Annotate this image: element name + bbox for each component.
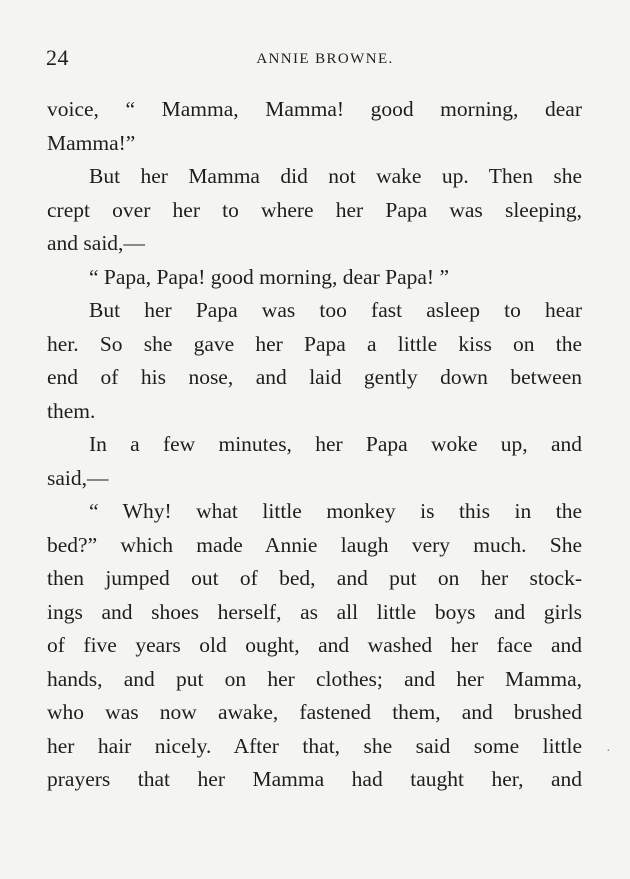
text-line: her hair nicely. After that, she said some little: [47, 733, 582, 758]
text-line: said,—: [47, 465, 109, 490]
text-line: “ Why! what little monkey is this in the: [89, 499, 582, 523]
text-line: crept over her to where her Papa was sleeping,: [47, 197, 582, 222]
text-line: But her Papa was too fast asleep to hear: [89, 298, 582, 322]
text-line: end of his nose, and laid gently down between: [47, 365, 582, 389]
text-line: then jumped out of bed, and put on her stock-: [47, 566, 582, 590]
text-line: hands, and put on her clothes; and her Mamma,: [47, 666, 582, 691]
text-line: them.: [47, 398, 96, 423]
text-line: her. So she gave her Papa a little kiss on the: [47, 331, 582, 356]
text-line: In a few minutes, her Papa woke up, and: [89, 432, 582, 456]
body-text: [47, 93, 582, 797]
text-line: who was now awake, fastened them, and brushed: [47, 700, 582, 724]
page-number: 24: [46, 45, 69, 70]
margin-speck: ·: [606, 744, 611, 759]
text-line: ings and shoes herself, as all little boys and girls: [47, 599, 582, 624]
text-line: Mamma!”: [47, 130, 136, 155]
text-line: bed?” which made Annie laugh very much. She: [47, 532, 582, 557]
text-line: “ Papa, Papa! good morning, dear Papa! ”: [89, 264, 450, 289]
text-line: of five years old ought, and washed her face and: [47, 633, 582, 657]
running-title: ANNIE BROWNE.: [256, 51, 394, 67]
text-line: and said,—: [47, 231, 145, 255]
text-line: But her Mamma did not wake up. Then she: [89, 164, 582, 188]
text-line: prayers that her Mamma had taught her, and: [47, 767, 582, 791]
text-line: voice, “ Mamma, Mamma! good morning, dear: [47, 97, 582, 121]
